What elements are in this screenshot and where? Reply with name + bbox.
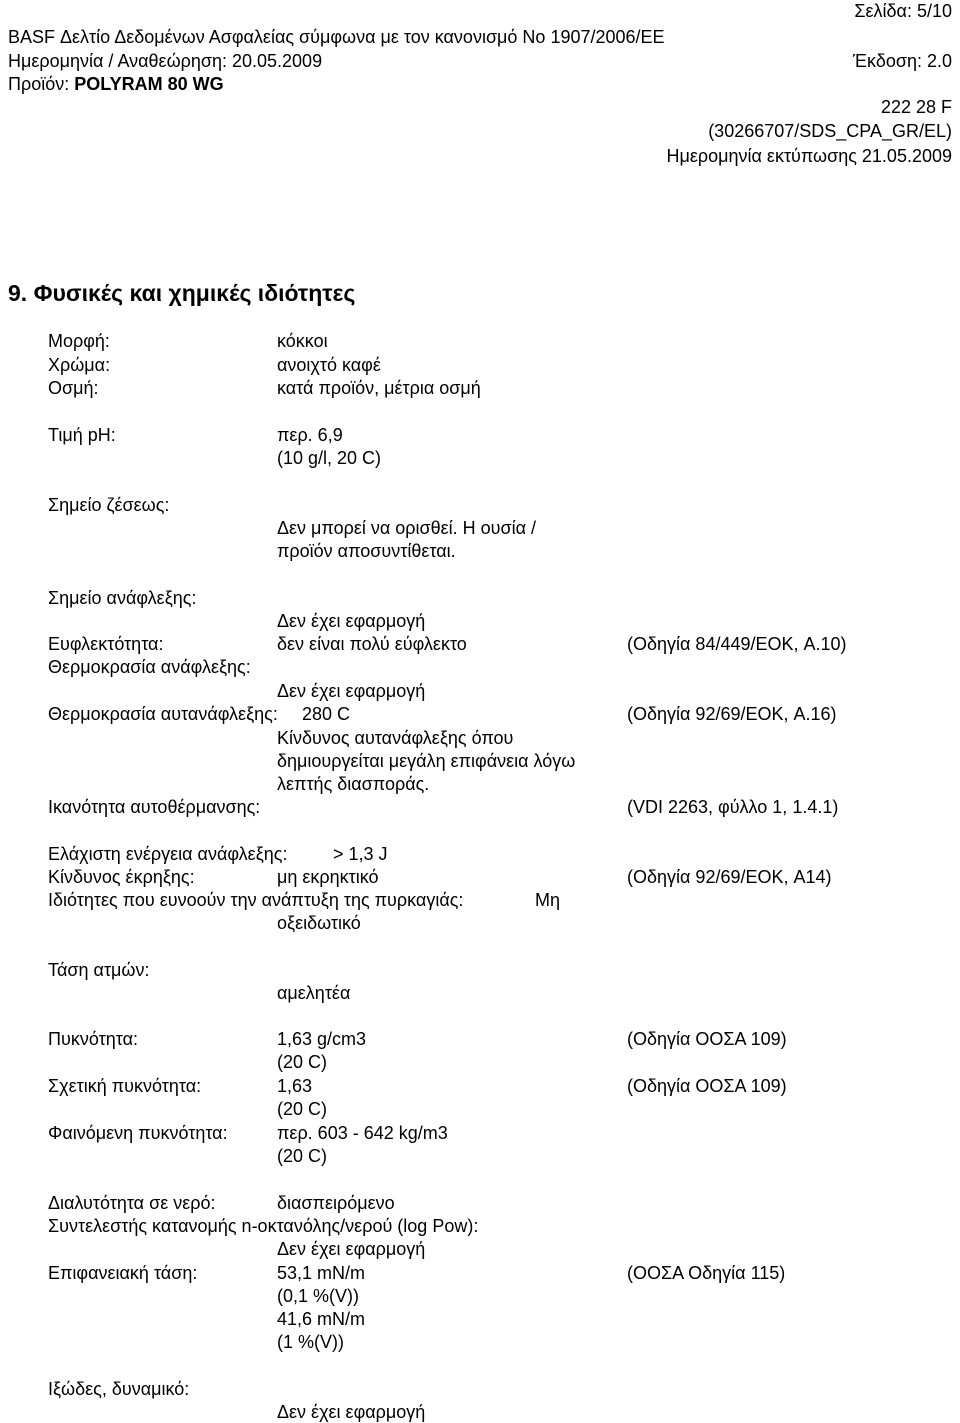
surface-tension-value: 53,1 mN/m xyxy=(277,1263,366,1283)
viscosity-label: Ιξώδες, δυναμικό: xyxy=(48,1379,190,1399)
viscosity-value: Δεν έχει εφαρμογή xyxy=(277,1402,426,1422)
revision-date: Ημερομηνία / Αναθεώρηση: 20.05.2009 xyxy=(8,51,323,71)
boiling-value-cont: προϊόν αποσυντίθεται. xyxy=(277,541,456,561)
explosion-ref: (Οδηγία 92/69/ΕΟΚ, A14) xyxy=(627,867,832,887)
boiling-value: Δεν μπορεί να ορισθεί. Η ουσία / xyxy=(277,518,537,538)
color-value: ανοιχτό καφέ xyxy=(277,355,381,375)
water-solubility-value: διασπειρόμενο xyxy=(277,1193,395,1213)
explosion-label: Κίνδυνος έκρηξης: xyxy=(48,867,195,887)
min-ignition-energy-label: Ελάχιστη ενέργεια ανάφλεξης: xyxy=(48,844,288,864)
log-pow-value: Δεν έχει εφαρμογή xyxy=(277,1239,426,1259)
color-label: Χρώμα: xyxy=(48,355,111,375)
flammability-label: Ευφλεκτότητα: xyxy=(48,634,164,654)
vapor-pressure-label: Τάση ατμών: xyxy=(48,960,150,980)
sds-id: (30266707/SDS_CPA_GR/EL) xyxy=(708,121,952,141)
product-line xyxy=(8,73,224,95)
flammability-value: δεν είναι πολύ εύφλεκτο xyxy=(277,634,467,654)
bulk-density-label: Φαινόμενη πυκνότητα: xyxy=(48,1123,228,1143)
density-value: 1,63 g/cm3 xyxy=(277,1029,367,1049)
product-code: 222 28 F xyxy=(880,97,952,117)
flash-point-value: Δεν έχει εφαρμογή xyxy=(277,611,426,631)
surface-tension-condition: (0,1 %(V)) xyxy=(277,1286,360,1306)
ignition-temp-value: Δεν έχει εφαρμογή xyxy=(277,681,426,701)
boiling-label: Σημείο ζέσεως: xyxy=(48,495,170,515)
flammability-ref: (Οδηγία 84/449/ΕΟΚ, A.10) xyxy=(627,634,847,654)
version: Έκδοση: 2.0 xyxy=(852,51,952,71)
product-label: Προϊόν: xyxy=(8,74,75,94)
self-heating-label: Ικανότητα αυτοθέρμανσης: xyxy=(48,797,261,817)
section-title: 9. Φυσικές και χημικές ιδιότητες xyxy=(8,280,356,306)
surface-tension-label: Επιφανειακή τάση: xyxy=(48,1263,198,1283)
form-value: κόκκοι xyxy=(277,331,328,351)
relative-density-condition: (20 C) xyxy=(277,1099,328,1119)
document-title: BASF Δελτίο Δεδομένων Ασφαλείας σύμφωνα με τον κανονισμό Νο 1907/2006/ΕΕ xyxy=(8,27,665,47)
flash-point-label: Σημείο ανάφλεξης: xyxy=(48,588,197,608)
density-label: Πυκνότητα: xyxy=(48,1029,138,1049)
print-date: Ημερομηνία εκτύπωσης 21.05.2009 xyxy=(666,146,952,166)
vapor-pressure-value: αμελητέα xyxy=(277,983,351,1003)
ph-value: περ. 6,9 xyxy=(277,425,343,445)
water-solubility-label: Διαλυτότητα σε νερό: xyxy=(48,1193,216,1213)
explosion-value: μη εκρηκτικό xyxy=(277,867,379,887)
ph-label: Τιμή pH: xyxy=(48,425,116,445)
page-number: Σελίδα: 5/10 xyxy=(854,1,952,21)
density-condition: (20 C) xyxy=(277,1052,328,1072)
ph-condition: (10 g/l, 20 C) xyxy=(277,448,382,468)
relative-density-ref: (Οδηγία ΟΟΣΑ 109) xyxy=(627,1076,787,1096)
ignition-temp-label: Θερμοκρασία ανάφλεξης: xyxy=(48,657,251,677)
odor-label: Οσμή: xyxy=(48,378,99,398)
density-ref: (Οδηγία ΟΟΣΑ 109) xyxy=(627,1029,787,1049)
relative-density-value: 1,63 xyxy=(277,1076,313,1096)
autoignition-note-3: λεπτής διασποράς. xyxy=(277,774,430,794)
fire-promoting-value: Μη xyxy=(535,890,561,910)
surface-tension-ref: (ΟΟΣΑ Οδηγία 115) xyxy=(627,1263,786,1283)
bulk-density-value: περ. 603 - 642 kg/m3 xyxy=(277,1123,448,1143)
autoignition-note: Κίνδυνος αυτανάφλεξης όπου xyxy=(277,728,514,748)
form-label: Μορφή: xyxy=(48,331,110,351)
product-name: POLYRAM 80 WG xyxy=(74,74,224,94)
bulk-density-condition: (20 C) xyxy=(277,1146,328,1166)
relative-density-label: Σχετική πυκνότητα: xyxy=(48,1076,202,1096)
surface-tension-value-2: 41,6 mN/m xyxy=(277,1309,366,1329)
surface-tension-condition-2: (1 %(V)) xyxy=(277,1332,344,1352)
fire-promoting-label: Ιδιότητες που ευνοούν την ανάπτυξη της πυρκαγιάς: xyxy=(48,890,464,910)
log-pow-label: Συντελεστής κατανομής n-οκτανόλης/νερού (log Pow): xyxy=(48,1216,479,1236)
autoignition-note-2: δημιουργείται μεγάλη επιφάνεια λόγω xyxy=(277,751,576,771)
fire-promoting-value-cont: οξειδωτικό xyxy=(277,913,361,933)
autoignition-value: 280 C xyxy=(302,704,351,724)
min-ignition-energy-value: > 1,3 J xyxy=(333,844,388,864)
self-heating-ref: (VDI 2263, φύλλο 1, 1.4.1) xyxy=(627,797,839,817)
autoignition-label: Θερμοκρασία αυτανάφλεξης: xyxy=(48,704,278,724)
autoignition-ref: (Οδηγία 92/69/ΕΟΚ, A.16) xyxy=(627,704,837,724)
odor-value: κατά προϊόν, μέτρια οσμή xyxy=(277,378,481,398)
